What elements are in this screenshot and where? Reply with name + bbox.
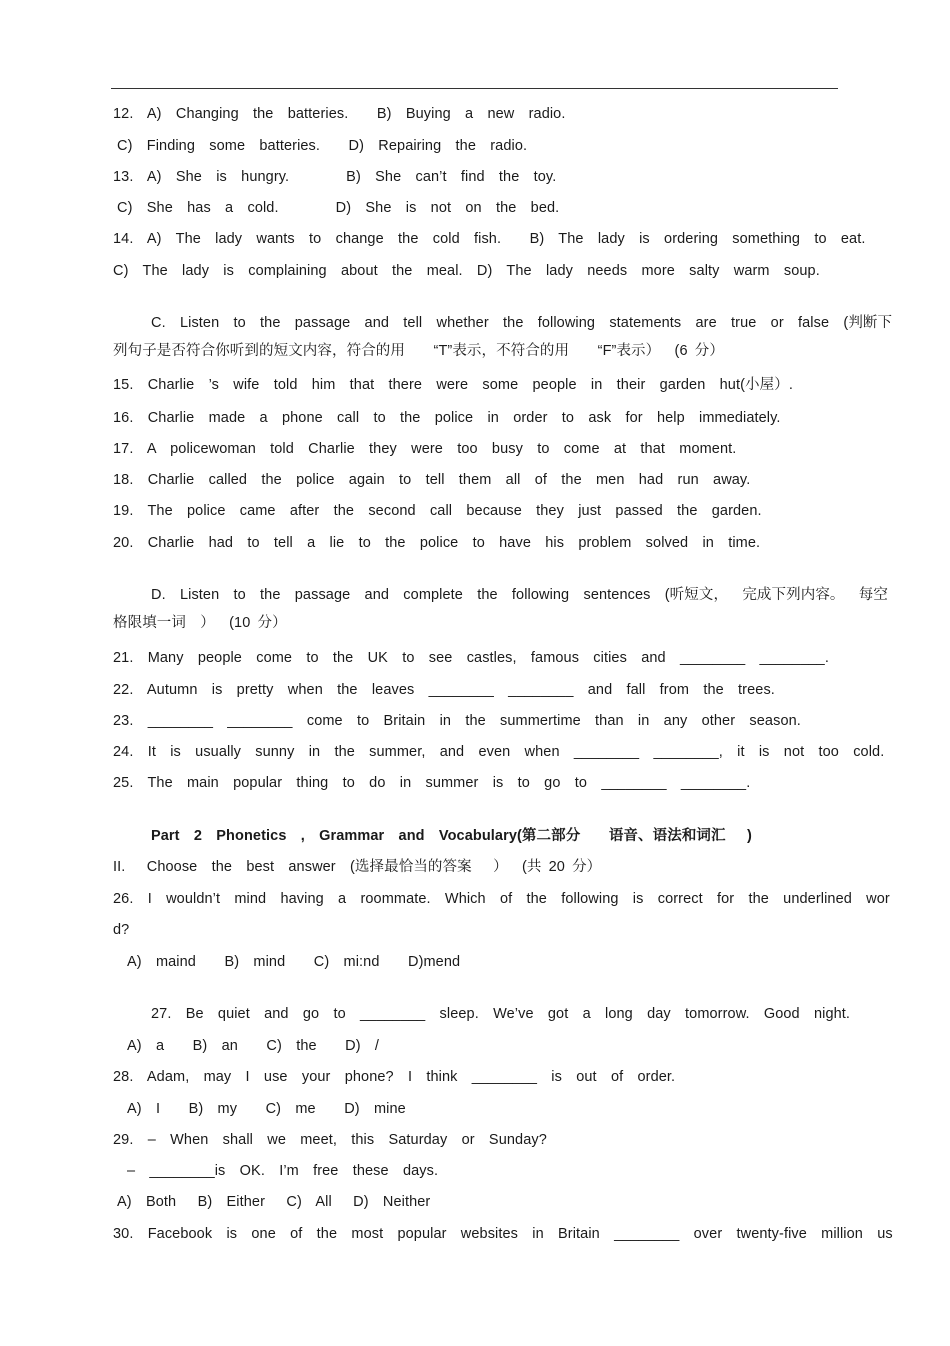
- question-12-line: 12. A) Changing the batteries. B) Buying a new radio.: [113, 106, 566, 122]
- question-26-continued: d?: [113, 922, 130, 938]
- question-30: 30. Facebook is one of the most popular websites in Britain ________ over twenty-five million us: [113, 1226, 893, 1242]
- question-27-options: A) a B) an C) the D) /: [127, 1038, 380, 1054]
- question-14-line: 14. A) The lady wants to change the cold fish. B) The lady is ordering something to eat.: [113, 231, 866, 247]
- section-c-instructions: 列句子是否符合你听到的短文内容，符合的用 “T”表示，不符合的用 “F”表示） (6 分）: [113, 343, 724, 359]
- part-2-heading: Part 2 Phonetics , Grammar and Vocabulary(第二部分 语音、语法和词汇 ): [151, 828, 752, 844]
- header-rule: [111, 88, 838, 89]
- section-c-heading: C. Listen to the passage and tell whether the following statements are true or false (判断下: [151, 315, 893, 331]
- statement-16: 16. Charlie made a phone call to the police in order to ask for help immediately.: [113, 410, 781, 426]
- question-14-options: C) The lady is complaining about the meal. D) The lady needs more salty warm soup.: [113, 263, 820, 279]
- section-d-heading: D. Listen to the passage and complete the following sentences (听短文， 完成下列内容。 每空: [151, 587, 888, 603]
- question-26: 26. I wouldn’t mind having a roommate. Which of the following is correct for the underlined wor: [113, 891, 890, 907]
- question-12-options: C) Finding some batteries. D) Repairing the radio.: [117, 138, 528, 154]
- statement-17: 17. A policewoman told Charlie they were too busy to come at that moment.: [113, 441, 737, 457]
- question-13-line: 13. A) She is hungry. B) She can’t find the toy.: [113, 169, 557, 185]
- sentence-25: 25. The main popular thing to do in summer is to go to ________ ________.: [113, 775, 751, 791]
- question-27: 27. Be quiet and go to ________ sleep. We’ve got a long day tomorrow. Good night.: [151, 1006, 851, 1022]
- statement-18: 18. Charlie called the police again to tell them all of the men had run away.: [113, 472, 751, 488]
- statement-15: 15. Charlie ’s wife told him that there were some people in their garden hut(小屋）.: [113, 377, 793, 393]
- question-28-options: A) I B) my C) me D) mine: [127, 1101, 406, 1117]
- question-28: 28. Adam, may I use your phone? I think ________ is out of order.: [113, 1069, 676, 1085]
- sentence-22: 22. Autumn is pretty when the leaves ________ ________ and fall from the trees.: [113, 682, 775, 698]
- section-ii-heading: II. Choose the best answer (选择最恰当的答案 ） (共 20 分）: [113, 859, 602, 875]
- section-d-instructions: 格限填一词 ） (10 分）: [113, 615, 287, 631]
- sentence-23: 23. ________ ________ come to Britain in the summertime than in any other season.: [113, 713, 801, 729]
- statement-20: 20. Charlie had to tell a lie to the police to have his problem solved in time.: [113, 535, 761, 551]
- statement-19: 19. The police came after the second call because they just passed the garden.: [113, 503, 762, 519]
- question-29-options: A) Both B) Either C) All D) Neither: [117, 1194, 431, 1210]
- question-26-options: A) maind B) mind C) mi:nd D)mend: [127, 954, 461, 970]
- question-29-reply: – ________is OK. I’m free these days.: [127, 1163, 439, 1179]
- question-13-options: C) She has a cold. D) She is not on the bed.: [117, 200, 560, 216]
- sentence-24: 24. It is usually sunny in the summer, and even when ________ ________, it is not too cold.: [113, 744, 885, 760]
- question-29: 29. – When shall we meet, this Saturday or Sunday?: [113, 1132, 547, 1148]
- sentence-21: 21. Many people come to the UK to see castles, famous cities and ________ ________.: [113, 650, 829, 666]
